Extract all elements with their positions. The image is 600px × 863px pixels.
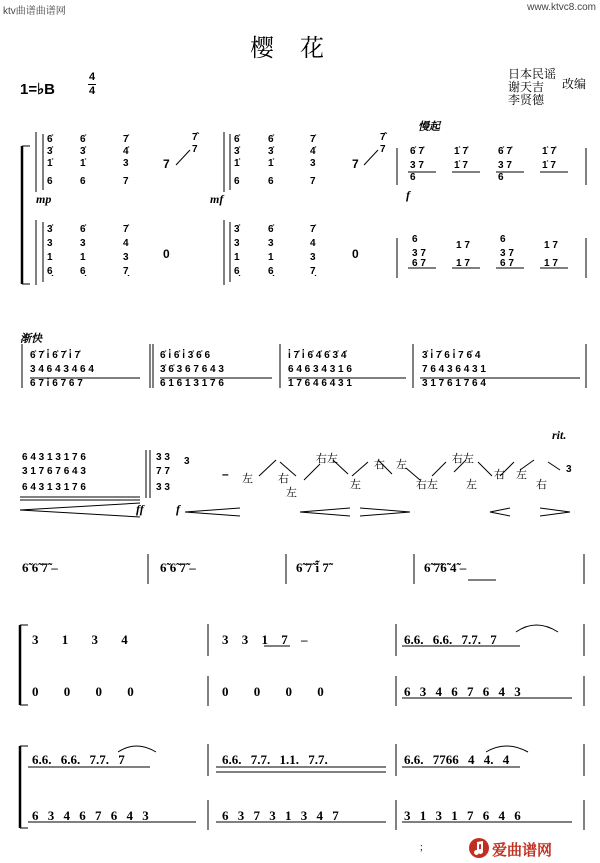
svg-text:7̇: 7̇ — [310, 224, 316, 235]
svg-text:1̇: 1̇ — [47, 158, 53, 169]
row7-bottom-3: 3 1 3 1 7 6 4 6 — [404, 808, 521, 823]
mark-rit: rit. — [552, 428, 567, 442]
svg-text:7̇: 7̇ — [123, 224, 129, 235]
svg-text:3 4 6 4 3 4 6 4: 3 4 6 4 3 4 6 4 — [30, 364, 94, 375]
hand-right-2: 右 — [374, 459, 385, 471]
svg-text:1 7: 1 7 — [544, 240, 558, 251]
svg-text:6 7: 6 7 — [500, 258, 514, 269]
watermark-right: www.ktvc8.com — [527, 2, 596, 13]
svg-text:6 1 6 1 3 1 7 6: 6 1 6 1 3 1 7 6 — [160, 378, 224, 389]
svg-text:7̂: 7̂ — [380, 132, 386, 143]
system-2-notes — [30, 349, 486, 389]
svg-text:6̇: 6̇ — [80, 224, 86, 235]
svg-text:3: 3 — [310, 252, 316, 263]
svg-text:1̇ 7: 1̇ 7 — [542, 160, 556, 171]
row5-measure-2: 6̃ 6̃ 7̃ – — [160, 560, 196, 575]
svg-text:0: 0 — [163, 247, 170, 261]
key-signature: 1=♭B — [20, 81, 56, 98]
row6-bottom-3: 6 3 4 6 7 6 4 3 — [404, 684, 521, 699]
score-title: 樱花 — [250, 36, 350, 62]
row7-bottom-2: 6 3 7 3 1 3 4 7 — [222, 808, 339, 823]
row5-measure-4: 6̃ 7̃6̃ 4̃ – — [424, 560, 467, 575]
row5-measure-1: 6̃ 6̃ 7̃ – — [22, 560, 58, 575]
hand-right-3: 右 — [494, 469, 505, 481]
svg-text:7: 7 — [192, 144, 198, 155]
svg-text:7̣: 7̣ — [123, 266, 129, 277]
svg-text:6: 6 — [410, 172, 416, 183]
credit-arranger-2: 李贤德 — [508, 93, 545, 107]
svg-text:3̇: 3̇ — [268, 146, 274, 157]
svg-text:7: 7 — [123, 176, 129, 187]
svg-text:7: 7 — [310, 176, 316, 187]
svg-text:–: – — [222, 467, 229, 481]
svg-text:1̇: 1̇ — [268, 158, 274, 169]
row6-top-1: 3 1 3 4 — [32, 632, 128, 647]
svg-text:3̇: 3̇ — [47, 146, 53, 157]
svg-text:4̇: 4̇ — [123, 146, 129, 157]
svg-text:3: 3 — [123, 158, 129, 169]
credit-arranger-1: 谢天吉 — [508, 80, 545, 94]
row7-top-2: 6.6. 7.7. 1.1. 7.7. — [222, 752, 328, 767]
svg-text:6̇: 6̇ — [268, 134, 274, 145]
svg-text:6: 6 — [234, 176, 240, 187]
svg-text:1 7 6 4 6 4 3 1: 1 7 6 4 6 4 3 1 — [288, 378, 352, 389]
system-4 — [148, 554, 584, 584]
svg-text:3 3: 3 3 — [156, 482, 170, 493]
music-note-logo-icon — [468, 837, 490, 859]
row6-top-2: 3 3 1 7 – — [222, 632, 308, 647]
svg-text:1: 1 — [234, 252, 240, 263]
svg-text:7: 7 — [380, 144, 386, 155]
hand-left-1: 左 — [242, 473, 253, 485]
hand-left-6: 左 — [516, 469, 527, 481]
logo-text: 爱曲谱网 — [492, 842, 553, 859]
svg-text:6̣: 6̣ — [268, 266, 274, 277]
svg-text:6̇ 7̇: 6̇ 7̇ — [498, 146, 512, 157]
svg-text:3 1 7 6 1 7 6 4: 3 1 7 6 1 7 6 4 — [422, 378, 486, 389]
svg-text:3̇ i̇ 7̇ 6 i̇ 7 6̇ 4: 3̇ i̇ 7̇ 6 i̇ 7 6̇ 4 — [422, 350, 481, 361]
svg-text:4: 4 — [310, 238, 316, 249]
hand-left-4: 左 — [396, 459, 407, 471]
svg-text:3 7: 3 7 — [412, 248, 426, 259]
svg-text:6̇: 6̇ — [80, 134, 86, 145]
svg-text:3 7: 3 7 — [410, 160, 424, 171]
hand-right-left-3: 右左 — [452, 453, 474, 465]
svg-text:3̇: 3̇ — [234, 146, 240, 157]
svg-text:7: 7 — [163, 157, 170, 171]
svg-text:3: 3 — [268, 238, 274, 249]
svg-text:3 3: 3 3 — [156, 452, 170, 463]
dynamic-ff: ff — [136, 502, 144, 516]
svg-text:1 7: 1 7 — [544, 258, 558, 269]
svg-text:7̇: 7̇ — [123, 134, 129, 145]
svg-text:3̇ 6̇ 3 6 7 6 4 3: 3̇ 6̇ 3 6 7 6 4 3 — [160, 364, 224, 375]
svg-text:3: 3 — [123, 252, 129, 263]
svg-text:3 7: 3 7 — [498, 160, 512, 171]
hand-left-3: 左 — [350, 479, 361, 491]
svg-text:3: 3 — [234, 238, 240, 249]
hand-right-1: 右 — [278, 473, 289, 485]
row6-bottom-1: 0 0 0 0 — [32, 684, 134, 699]
svg-text:6̇ 7̇ i̇ 6̇ 7̇ i̇ 7̇: 6̇ 7̇ i̇ 6̇ 7̇ i̇ 7̇ — [30, 350, 81, 361]
svg-text:6̇: 6̇ — [268, 224, 274, 235]
svg-text:4̇: 4̇ — [310, 146, 316, 157]
row5-measure-3: 6̃ 7̃ i̇̃ 7̃ — [296, 560, 329, 575]
svg-text:6̇ i̇ 6̇ i̇ 3̇ 6̇ 6: 6̇ i̇ 6̇ i̇ 3̇ 6̇ 6 — [160, 350, 211, 361]
dynamic-f-2: f — [176, 502, 180, 516]
svg-text:3: 3 — [184, 456, 190, 467]
svg-text:6: 6 — [80, 176, 86, 187]
watermark-left: ktv曲谱曲谱网 — [3, 6, 66, 17]
dynamic-mf: mf — [210, 192, 224, 206]
system-3-notes — [22, 452, 572, 493]
svg-text:6: 6 — [268, 176, 274, 187]
svg-text:6 7: 6 7 — [412, 258, 426, 269]
svg-text:7 6 4 3 6 4 3 1: 7 6 4 3 6 4 3 1 — [422, 364, 486, 375]
svg-text:6: 6 — [412, 234, 418, 245]
svg-text:0: 0 — [352, 247, 359, 261]
svg-text:6̇ 7̇: 6̇ 7̇ — [410, 146, 424, 157]
svg-text:1̇: 1̇ — [80, 158, 86, 169]
svg-text:7̣: 7̣ — [310, 266, 316, 277]
svg-text:3̇: 3̇ — [80, 146, 86, 157]
svg-text:3: 3 — [310, 158, 316, 169]
mark-slow-start: 慢起 — [418, 121, 440, 133]
svg-text:i̇ 7̇ i̇ 6̇ 4̇ 6̇ 3̇ 4̇: i̇ 7̇ i̇ 6̇ 4̇ 6̇ 3̇ 4̇ — [288, 350, 347, 361]
row6-top-3: 6.6. 6.6. 7.7. 7 — [404, 632, 497, 647]
hand-left-5: 左 — [466, 479, 477, 491]
svg-text:6̣: 6̣ — [80, 266, 86, 277]
svg-text:7 7: 7 7 — [156, 466, 170, 477]
svg-text:1̇ 7̇: 1̇ 7̇ — [542, 146, 556, 157]
svg-text:6̣: 6̣ — [47, 266, 53, 277]
row7-bottom-1: 6 3 4 6 7 6 4 3 — [32, 808, 149, 823]
mark-accelerando: 渐快 — [20, 333, 42, 345]
hand-right-left-2: 右左 — [416, 479, 438, 491]
svg-text:7̂: 7̂ — [192, 132, 198, 143]
svg-text:1̇ 7̇: 1̇ 7̇ — [454, 146, 468, 157]
svg-text:6̇: 6̇ — [47, 134, 53, 145]
site-logo — [466, 837, 596, 859]
svg-text:3: 3 — [80, 238, 86, 249]
svg-text:6 4 3 1 3 1 7 6: 6 4 3 1 3 1 7 6 — [22, 452, 86, 463]
svg-text:6 7 i 6 7 6 7: 6 7 i 6 7 6 7 — [30, 378, 83, 389]
svg-text:6: 6 — [47, 176, 53, 187]
svg-text:6: 6 — [500, 234, 506, 245]
svg-text:3 1 7 6 7 6 4 3: 3 1 7 6 7 6 4 3 — [22, 466, 86, 477]
credit-suffix: 改编 — [562, 77, 587, 91]
svg-text:7̇: 7̇ — [310, 134, 316, 145]
row6-bottom-2: 0 0 0 0 — [222, 684, 324, 699]
svg-text:3: 3 — [566, 464, 572, 475]
svg-text:6: 6 — [498, 172, 504, 183]
svg-text:1̇: 1̇ — [234, 158, 240, 169]
svg-text:4: 4 — [123, 238, 129, 249]
svg-text:6̣: 6̣ — [234, 266, 240, 277]
hand-right-4: 右 — [536, 479, 547, 491]
hand-right-left-1: 右左 — [316, 453, 338, 465]
svg-text:1̇ 7: 1̇ 7 — [454, 160, 468, 171]
row7-top-3: 6.6. 7766 4 4. 4 — [404, 752, 510, 767]
svg-text:1: 1 — [268, 252, 274, 263]
svg-text:3: 3 — [47, 238, 53, 249]
svg-text:1 7: 1 7 — [456, 258, 470, 269]
footer-mark: ; — [420, 842, 423, 853]
dynamic-f: f — [406, 188, 410, 202]
svg-text:7: 7 — [352, 157, 359, 171]
svg-text:1: 1 — [80, 252, 86, 263]
svg-text:1: 1 — [47, 252, 53, 263]
meter-top: 4 — [88, 71, 96, 83]
dynamic-mp: mp — [36, 192, 52, 206]
svg-text:6 4 6 3 4 3 1 6: 6 4 6 3 4 3 1 6 — [288, 364, 352, 375]
credit-origin: 日本民谣 — [508, 67, 557, 81]
system-1-notes — [47, 132, 558, 277]
svg-text:6 4 3 1 3 1 7 6: 6 4 3 1 3 1 7 6 — [22, 482, 86, 493]
svg-text:3̇: 3̇ — [47, 224, 53, 235]
svg-text:6̇: 6̇ — [234, 134, 240, 145]
svg-text:1 7: 1 7 — [456, 240, 470, 251]
svg-text:3 7: 3 7 — [500, 248, 514, 259]
meter-bottom: 4 — [88, 85, 96, 97]
hand-left-2: 左 — [286, 487, 297, 499]
row7-top-1: 6.6. 6.6. 7.7. 7 — [32, 752, 125, 767]
svg-text:3̇: 3̇ — [234, 224, 240, 235]
